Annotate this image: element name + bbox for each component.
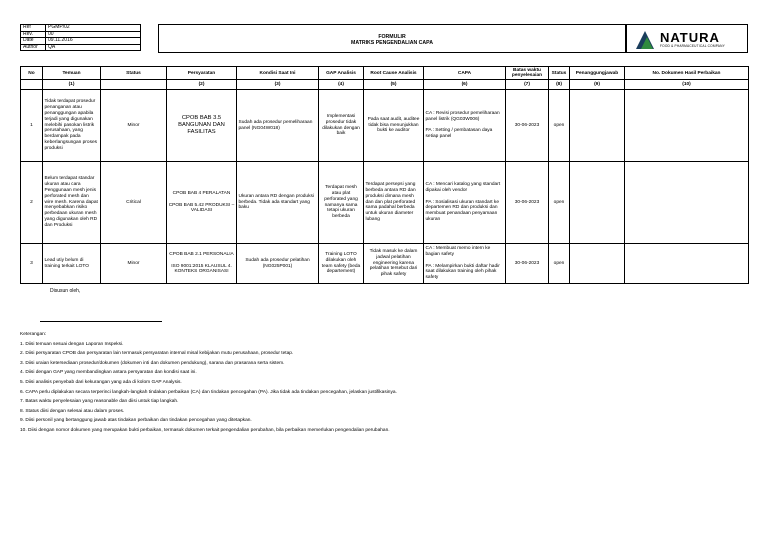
col-header: No. Dokumen Hasil Perbaikan — [625, 67, 749, 80]
meta-key: Ref — [21, 25, 46, 32]
cell-persyaratan: CPOB BAB 2.1 PERSONALIA ISO 9001:2015 KLAUSUL 4. KONTEKS ORGANISASI — [167, 244, 237, 284]
col-header: Status — [549, 67, 570, 80]
cell-no-dokumen — [625, 162, 749, 244]
col-header: Persyaratan — [167, 67, 237, 80]
form-title-line1: FORMULIR — [378, 34, 406, 40]
cell-status: Critical — [101, 162, 167, 244]
col-number: (4) — [319, 80, 364, 90]
document-meta-table — [20, 24, 141, 51]
notes-section — [20, 330, 397, 436]
col-header: Batas waktu penyelesaian — [506, 67, 549, 80]
cell-root-cause: Terdapat persepsi yang berbeda antara RD dan produksi dimana mesh dan dan plat perforated sama padahal berbeda untuk ukuran diameter lubang — [364, 162, 424, 244]
col-number: (3) — [237, 80, 319, 90]
cell-batas-waktu: 30-06-2023 — [506, 244, 549, 284]
cell-status: Minor — [101, 90, 167, 162]
col-header: GAP Analisis — [319, 67, 364, 80]
col-header: Penanggungjawab — [570, 67, 625, 80]
form-title-line2: MATRIKS PENGENDALIAN CAPA — [351, 40, 433, 46]
note-item: 1. Diisi temuan sesuai dengan Laporan Inspeksi. — [20, 341, 124, 347]
cell-penanggungjawab — [570, 90, 625, 162]
cell-status-progress: open — [549, 244, 570, 284]
logo-name: NATURA — [660, 30, 720, 45]
signature-line — [40, 321, 162, 322]
col-number: (9) — [570, 80, 625, 90]
cell-batas-waktu: 30-06-2023 — [506, 90, 549, 162]
cell-no: 3 — [21, 244, 43, 284]
note-item: 6. CAPA perlu diplakukan secara terperinci langkah-langkah tindakan perbaikan (CA) dan tindakan pencegahan (PA). Jika tidak ada tindakan pencegahan, jelaskan justifikasinya. — [20, 389, 397, 395]
table-row — [21, 244, 749, 284]
cell-no-dokumen — [625, 90, 749, 162]
note-item: 5. Diisi analisis penyebab dari kekurangan yang ada di kolom GAP Analysis. — [20, 379, 182, 385]
cell-gap: Terdapat mesh atau plat perforated yang namanya sama tetapi ukuran berbeda — [319, 162, 364, 244]
cell-persyaratan: CPOB BAB 4 PERALATAN CPOB BAB 5.42 PRODUKSI – VALIDASI — [167, 162, 237, 244]
cell-temuan: Lead utiy belum di training terkait LOTO — [43, 244, 101, 284]
prepared-by-label: Disusun oleh, — [50, 288, 81, 294]
meta-row — [21, 44, 141, 51]
col-header: CAPA — [424, 67, 506, 80]
meta-key: Rev. — [21, 31, 46, 38]
header-number-row — [21, 80, 749, 90]
cell-status: Minor — [101, 244, 167, 284]
cell-kondisi: Sudah ada prosedur pemeliharaan panel (NG04W018) — [237, 90, 319, 162]
cell-no: 1 — [21, 90, 43, 162]
notes-title: Keterangan: — [20, 332, 47, 337]
col-header: No — [21, 67, 43, 80]
cell-capa: CA : Revisi prosedur pemeliharaan panel listrik (QG03W006) PA : Setting / pembatasan daya setiap panel — [424, 90, 506, 162]
capa-matrix-table — [20, 66, 749, 284]
note-item: 7. Batas waktu penyelesaian yang reasonable dan diisi untuk tiap langkah. — [20, 399, 179, 405]
meta-value: PGMP/02 — [46, 25, 141, 32]
cell-status-progress: open — [549, 162, 570, 244]
col-number: (10) — [625, 80, 749, 90]
cell-penanggungjawab — [570, 162, 625, 244]
cell-persyaratan: CPOB BAB 3.5 BANGUNAN DAN FASILITAS — [167, 90, 237, 162]
col-number: (1) — [43, 80, 101, 90]
note-item: 3. Diisi uraian ketersediaan prosedur/dokumen (dokumen inti dan dokumen pendukung), sarana dan prasarana serta sistem. — [20, 360, 285, 366]
cell-root-cause: Tidak masuk ke dalam jadwal pelatihan engineering karena pelatihan tersebut dari pihak safety — [364, 244, 424, 284]
meta-key: Author — [21, 44, 46, 51]
meta-value: 00 — [46, 31, 141, 38]
meta-value: 09.11.2016 — [46, 38, 141, 45]
note-item: 4. Diisi dengan GAP yang membandingkan antara persyaratan dan kondisi saat ini. — [20, 370, 197, 376]
cell-temuan: Belum terdapat standar ukuran atau cara Penggunaan mesh jenis perforated mesh dan wire mesh. Karena dapat menyebabkan risiko perbedaan ukuran mesh yang digunakan oleh RD dan Produksi — [43, 162, 101, 244]
meta-value: QA — [46, 44, 141, 51]
col-number — [21, 80, 43, 90]
cell-batas-waktu: 30-06-2023 — [506, 162, 549, 244]
header-row — [21, 67, 749, 80]
cell-root-cause: Pada saat audit, auditee tidak bisa menunjukkan bukti ke auditor — [364, 90, 424, 162]
col-number: (8) — [549, 80, 570, 90]
natura-logo-icon — [635, 30, 655, 50]
note-item: 9. Diisi personil yang bertanggung jawab atas tindakan perbaikan dan tindakan pencegahan yang ditetapkan. — [20, 418, 252, 424]
meta-key: Date — [21, 38, 46, 45]
col-number — [101, 80, 167, 90]
form-title-box — [158, 24, 626, 53]
company-logo-box — [626, 24, 748, 53]
col-header: Status — [101, 67, 167, 80]
cell-kondisi: Sudah ada prosedur pelatihan (NG025P001) — [237, 244, 319, 284]
col-number: (6) — [424, 80, 506, 90]
cell-gap: Implementasi prosedur tidak dilakukan dengan baik — [319, 90, 364, 162]
note-item: 2. Diisi persyaratan CPOB dan persyaratan lain termasuk persyaratan internal misal kebijakan mutu perusahaan, prosedur tetap. — [20, 351, 294, 357]
cell-status-progress: open — [549, 90, 570, 162]
col-number: (2) — [167, 80, 237, 90]
cell-no: 2 — [21, 162, 43, 244]
note-item: 8. Status diisi dengan selesai atau dalam proses. — [20, 408, 125, 414]
cell-no-dokumen — [625, 244, 749, 284]
cell-temuan: Tidak terdapat prosedur penanganan atau penanggungan apabila terjadi yang digunakan melebihi pasokan listrik perusahaan, yang berdampak pada keberlangsungan proses produksi — [43, 90, 101, 162]
col-header: Temuan — [43, 67, 101, 80]
cell-capa: CA : Mencari katalog yang standart dipakai oleh vendor PA : Sosialisasi ukuran standart ke departemen RD dan produksi dan membuat penandaan penyamaan ukuran — [424, 162, 506, 244]
col-number: (7) — [506, 80, 549, 90]
col-header: Kondisi Saat Ini — [237, 67, 319, 80]
cell-capa: CA : Membuat memo intern ke bagian safety PA : Melampirkan bukti daftar hadir saat dilakukan training oleh pihak safety — [424, 244, 506, 284]
col-header: Root Cause Analisis — [364, 67, 424, 80]
note-item: 10. Diisi dengan nomor dokumen yang merupakan bukti perbaikan, termasuk dokumen terkait pengendalian perubahan, bila perbaikan memerlukan pengendalian perubahan. — [20, 427, 390, 433]
cell-gap: Training LOTO dilakukan oleh team safety (beda departement) — [319, 244, 364, 284]
table-row — [21, 162, 749, 244]
cell-kondisi: Ukuran antara RD dengan produksi berbeda. Tidak ada standart yang baku — [237, 162, 319, 244]
table-row — [21, 90, 749, 162]
col-number: (5) — [364, 80, 424, 90]
logo-subtitle: FOOD & PHARMACEUTICAL COMPANY — [660, 44, 725, 48]
cell-penanggungjawab — [570, 244, 625, 284]
